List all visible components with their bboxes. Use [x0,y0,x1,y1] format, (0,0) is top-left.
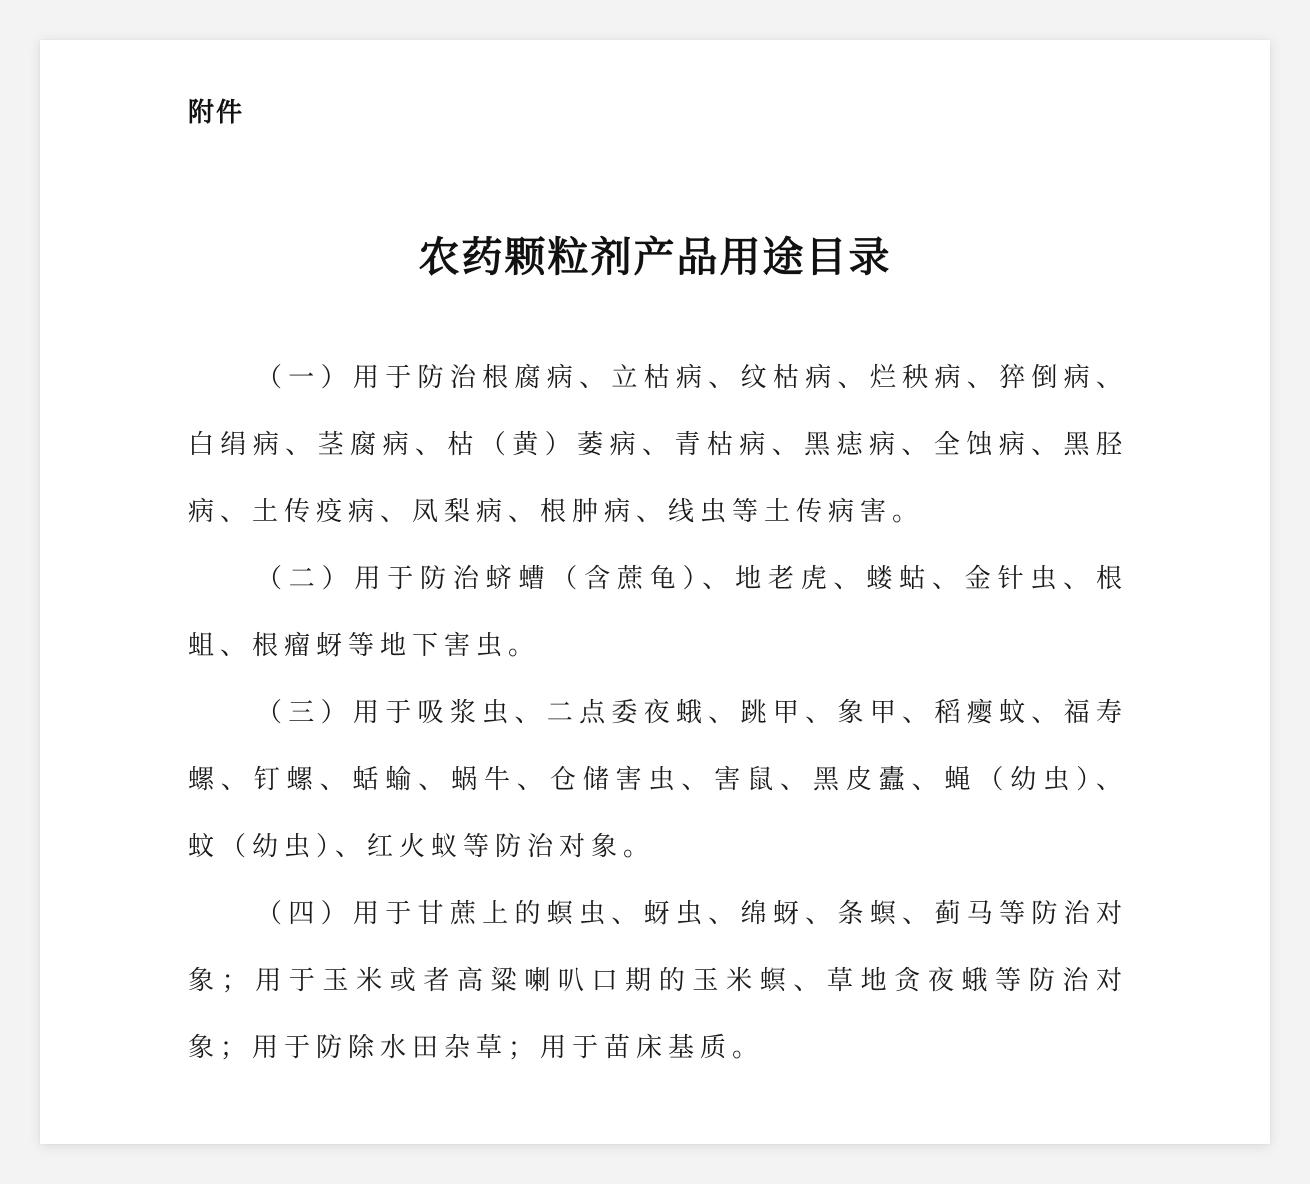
document-body [188,345,1128,1082]
document-title: 农药颗粒剂产品用途目录 [418,233,892,281]
paragraph-3: （三）用于吸浆虫、二点委夜蛾、跳甲、象甲、稻瘿蚊、福寿螺、钉螺、蛞蝓、蜗牛、仓储害虫、害鼠、黑皮蠹、蝇（幼虫）、蚊（幼虫）、红火蚁等防治对象。 [188,698,1128,862]
document-page [40,40,1270,1144]
paragraph-2: （二）用于防治蛴螬（含蔗龟）、地老虎、蝼蛄、金针虫、根蛆、根瘤蚜等地下害虫。 [188,564,1128,661]
paragraph-4: （四）用于甘蔗上的螟虫、蚜虫、绵蚜、条螟、蓟马等防治对象；用于玉米或者高粱喇叭口期的玉米螟、草地贪夜蛾等防治对象；用于防除水田杂草；用于苗床基质。 [188,899,1128,1063]
attachment-label: 附件 [188,98,245,128]
paragraph-1: （一）用于防治根腐病、立枯病、纹枯病、烂秧病、猝倒病、白绢病、茎腐病、枯（黄）萎病、青枯病、黑痣病、全蚀病、黑胫病、土传疫病、凤梨病、根肿病、线虫等土传病害。 [188,363,1128,527]
